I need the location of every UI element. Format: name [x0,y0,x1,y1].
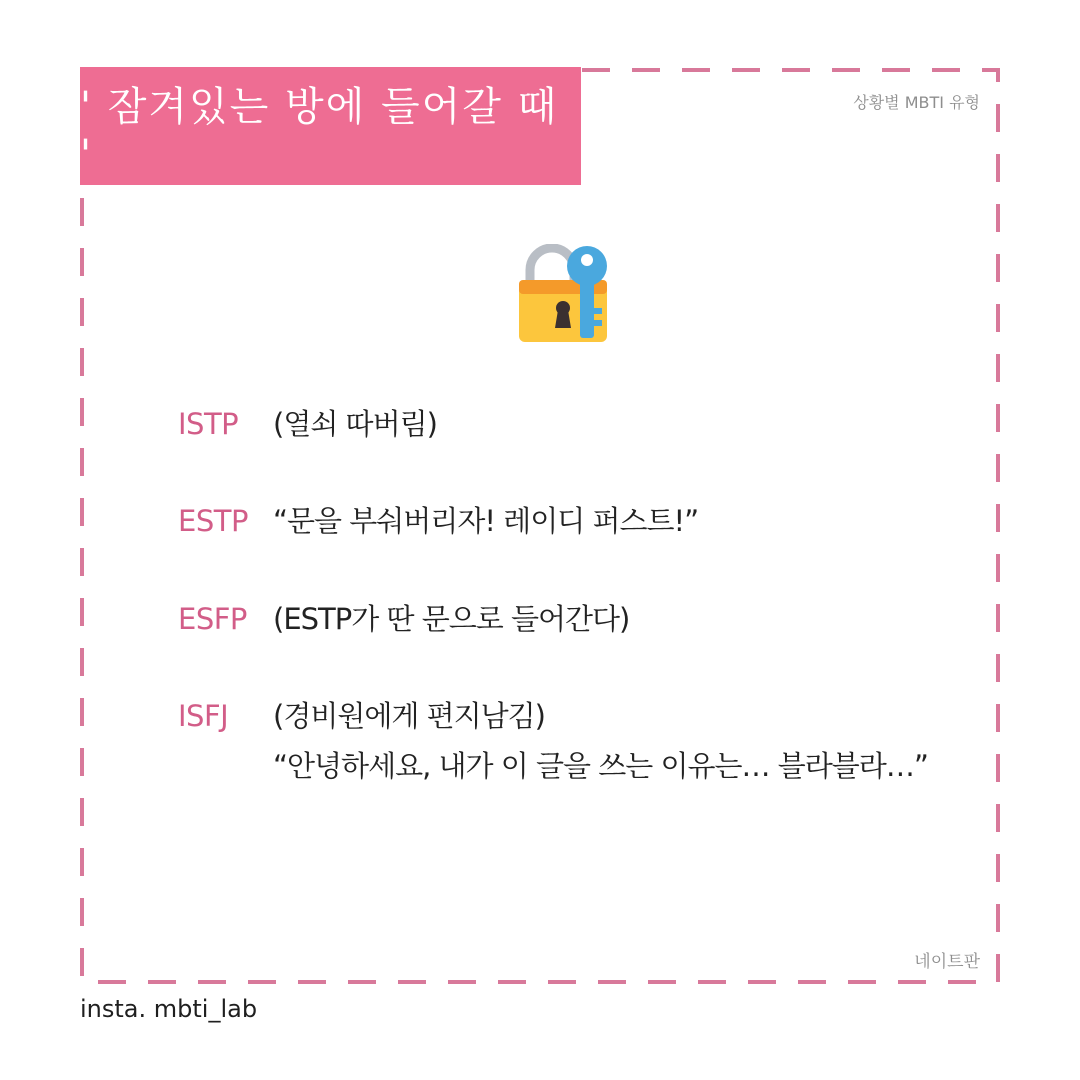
mbti-type-label: ISFJ [178,699,229,733]
reaction-text: (ESTP가 딴 문으로 들어간다) [273,602,630,636]
lock-with-key-icon [516,244,614,346]
reaction-text: (열쇠 따버림) [273,407,437,441]
mbti-type-label: ESTP [178,504,248,538]
mbti-type-label: ISTP [178,407,239,441]
title-banner [80,67,581,185]
page-title: ' 잠겨있는 방에 들어갈 때 ' [80,83,559,178]
subtitle: 상황별 MBTI 유형 [853,93,980,112]
reaction-text: (경비원에게 편지남김) [273,699,545,733]
reaction-text: “문을 부숴버리자! 레이디 퍼스트!” [273,504,699,538]
source-signature: 네이트판 [914,952,980,972]
instagram-handle: insta. mbti_lab [80,995,258,1023]
mbti-type-label: ESFP [178,602,247,636]
reaction-text-quote: “안녕하세요, 내가 이 글을 쓰는 이유는… 블라블라…” [273,749,928,783]
